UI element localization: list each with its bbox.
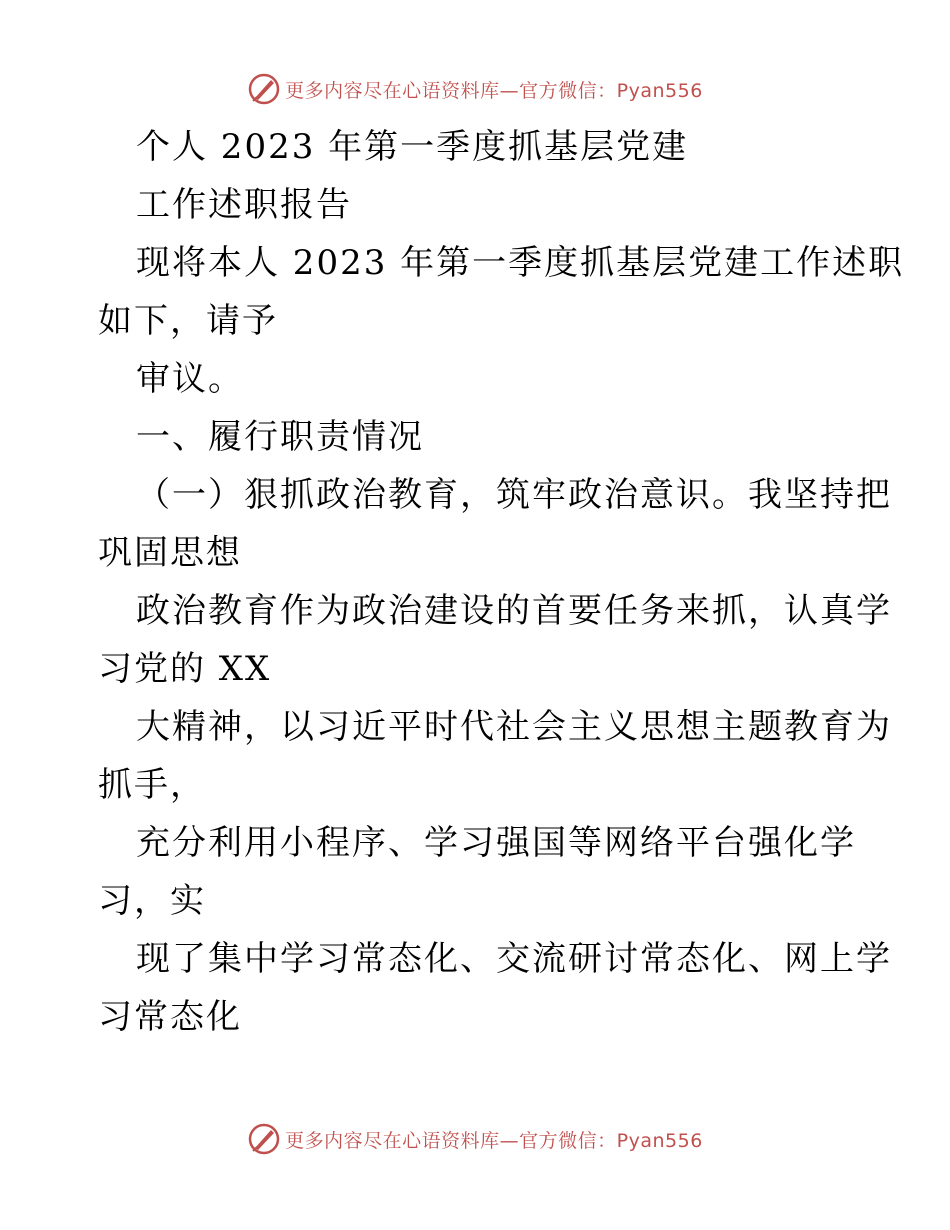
document-line: 巩固思想 bbox=[98, 533, 242, 573]
document-line: 政治教育作为政治建设的首要任务来抓，认真学 bbox=[136, 591, 892, 631]
watermark-separator: — bbox=[499, 1129, 520, 1152]
watermark-separator: — bbox=[499, 79, 520, 102]
document-line: 工作述职报告 bbox=[136, 185, 352, 225]
document-line: 如下，请予 bbox=[98, 301, 278, 341]
quill-pen-seal-icon bbox=[247, 72, 281, 106]
watermark-wechat: 官方微信：Pyan556 bbox=[519, 1129, 703, 1152]
document-line: 一、履行职责情况 bbox=[136, 417, 424, 457]
watermark-brand: 更多内容尽在心语资料库 bbox=[285, 1129, 500, 1152]
watermark-text bbox=[285, 76, 703, 103]
document-line: 习党的 XX bbox=[98, 649, 272, 689]
watermark-header bbox=[0, 72, 950, 106]
document-line: 审议。 bbox=[136, 359, 244, 399]
quill-pen-seal-icon bbox=[247, 1122, 281, 1156]
watermark-text bbox=[285, 1126, 703, 1153]
document-line: 现将本人 2023 年第一季度抓基层党建工作述职 bbox=[136, 243, 905, 283]
document-line: 习常态化 bbox=[98, 997, 242, 1037]
document-line: 个人 2023 年第一季度抓基层党建 bbox=[136, 127, 689, 167]
watermark-brand: 更多内容尽在心语资料库 bbox=[285, 79, 500, 102]
document-line: （一）狠抓政治教育，筑牢政治意识。我坚持把 bbox=[136, 475, 892, 515]
document-line: 抓手， bbox=[98, 765, 206, 805]
document-body bbox=[98, 122, 905, 1050]
document-line: 大精神，以习近平时代社会主义思想主题教育为 bbox=[136, 707, 892, 747]
document-line: 充分利用小程序、学习强国等网络平台强化学 bbox=[136, 823, 856, 863]
watermark-wechat: 官方微信：Pyan556 bbox=[519, 79, 703, 102]
document-line: 习，实 bbox=[98, 881, 206, 921]
document-line: 现了集中学习常态化、交流研讨常态化、网上学 bbox=[136, 939, 892, 979]
watermark-footer bbox=[0, 1122, 950, 1156]
